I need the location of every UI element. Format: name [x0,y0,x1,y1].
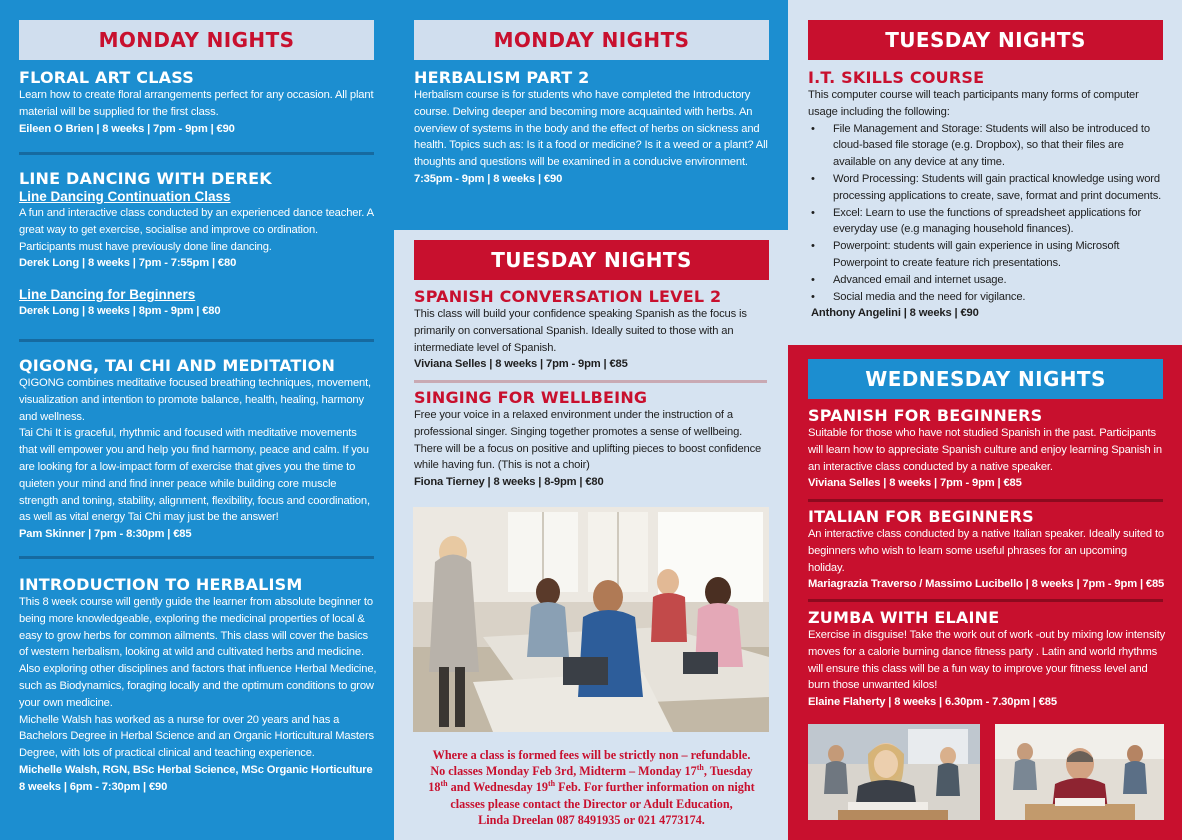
classroom-photo [413,507,769,732]
italian-title: ITALIAN FOR BEGINNERS [808,507,1034,526]
tuesday-banner: TUESDAY NIGHTS [414,240,769,280]
line-dancing-section [19,169,377,320]
spanish-beginners-section [808,406,1166,492]
wednesday-banner: WEDNESDAY NIGHTS [808,359,1163,399]
notice-contact-line: classes please contact the Director or Adult Education, [450,796,733,811]
list-item: • Excel: Learn to use the functions of spreadsheet applications for everyday use (e.g managing household finances). [808,205,1166,239]
list-item: • Advanced email and internet usage. [808,272,1166,289]
zumba-title: ZUMBA WITH ELAINE [808,608,1000,627]
herbalism-tutor-bio: Michelle Walsh has worked as a nurse for over 20 years and has a Bachelors Degree in Herbal Science and an Organic Horticultural Masters Degree, with lots of practical clinical and teaching experience. [19,713,374,760]
list-item: • Word Processing: Students will gain practical knowledge using word processing applications to create, save, format and print documents. [808,171,1166,205]
singing-title: SINGING FOR WELLBEING [414,388,648,407]
line-dancing-title: LINE DANCING WITH DEREK [19,169,272,188]
divider [414,380,767,383]
it-skills-section [808,68,1166,322]
student-photo-right [995,724,1164,820]
line-dancing-continuation-details: Derek Long | 8 weeks | 7pm - 7:55pm | €80 [19,257,237,270]
student-photo-left [808,724,980,820]
floral-art-section [19,68,377,137]
floral-art-description: Learn how to create floral arrangements perfect for any occasion. All plant material will be supplied for the first class. [19,89,374,118]
divider [19,152,374,155]
spanish-beginners-title: SPANISH FOR BEGINNERS [808,406,1043,425]
divider [19,339,374,342]
spanish-conversation-description: This class will build your confidence speaking Spanish as the focus is primarily on conversational Spanish. Ideally suited to those with an intermediate level of Spanish. [414,308,747,354]
it-skills-title: I.T. SKILLS COURSE [808,68,985,87]
notice [414,747,769,828]
zumba-description: Exercise in disguise! Take the work out of work -out by mixing low intensity moves for a calorie burning dance fitness party . Latin and world rhythms will ensure this class will be a fun way to improve your fitness level and burn those unwanted kilos! [808,629,1166,692]
italian-section [808,507,1166,593]
zumba-details: Elaine Flaherty | 8 weeks | 6.30pm - 7.30pm | €85 [808,696,1057,709]
herbalism-tutor-credentials: Michelle Walsh, RGN, BSc Herbal Science, MSc Organic Horticulture [19,763,373,776]
line-dancing-beginners-title: Line Dancing for Beginners [19,287,196,303]
herbalism-intro-title: INTRODUCTION TO HERBALISM [19,575,303,594]
it-skills-intro: This computer course will teach participants many forms of computer usage including the following: [808,89,1139,118]
notice-contact-numbers: Linda Dreelan 087 8491935 or 021 4773174. [478,812,705,827]
herbalism-intro-details: 8 weeks | 6pm - 7:30pm | €90 [19,780,168,793]
it-skills-topics-list [808,121,1166,306]
spanish-beginners-details: Viviana Selles | 8 weeks | 7pm - 9pm | €85 [808,477,1022,490]
qigong-title: QIGONG, TAI CHI AND MEDITATION [19,356,336,375]
herbalism-part2-description: Herbalism course is for students who have completed the Introductory course. Delving deeper and becoming more acquainted with herbs. An overview of systems in the body and the effect of herbs on sickness and health. Topics such as: Is it a food or medicine? Is it a weed or a plant? All thoughts and questions will be examined in a conducive environment. [414,89,768,169]
notice-dates-line: No classes Monday Feb 3rd, Midterm – Monday 17th, Tuesday [430,763,753,779]
monday-banner: MONDAY NIGHTS [414,20,769,60]
divider [808,499,1163,502]
column-monday-continued [394,0,788,230]
herbalism-part2-title: HERBALISM PART 2 [414,68,590,87]
divider [808,599,1163,602]
list-item: • Powerpoint: students will gain experience in using Microsoft Powerpoint to create feature rich presentations. [808,238,1166,272]
column-monday [0,0,394,840]
list-item: • Social media and the need for vigilance. [808,289,1166,306]
list-item: • File Management and Storage: Students will also be introduced to cloud-based file storage (e.g. Dropbox), so that their files are available on any device at any time. [808,121,1166,171]
herbalism-part2-section [414,68,772,188]
line-dancing-continuation-description: A fun and interactive class conducted by an experienced dance teacher. A great way to get exercise, socialise and improve co ordination. Participants must have previously done line dancing. [19,207,374,253]
notice-dates-line: 18th and Wednesday 19th Feb. For further information on night [428,779,755,795]
spanish-conversation-details: Viviana Selles | 8 weeks | 7pm - 9pm | €85 [414,358,628,371]
divider [19,556,374,559]
spanish-conversation-title: SPANISH CONVERSATION LEVEL 2 [414,287,722,306]
qigong-description: QIGONG combines meditative focused breathing techniques, movement, visualization and intention to promote balance, health, healing, harmony and wellness. [19,377,372,423]
italian-description: An interactive class conducted by a native Italian speaker. Ideally suited to beginners who wish to learn some useful phrases for an upcoming holiday. [808,528,1164,574]
it-skills-details: Anthony Angelini | 8 weeks | €90 [811,307,979,320]
tai-chi-description: Tai Chi It is graceful, rhythmic and focused with meditative movements that will empower you and help you find harmony, peace and calm. If you are looking for a low-impact form of exercise that gives you the time to quieten your mind and find inner peace while building core muscle strength and toning, stability, alignment, flexibility, focus and coordination, as well as vital energy Tai Chi may just be the answer! [19,427,370,524]
spanish-conversation-section [414,287,772,373]
herbalism-intro-section [19,575,377,796]
notice-refund-policy: Where a class is formed fees will be strictly non – refundable. [432,748,751,762]
italian-details: Mariagrazia Traverso / Massimo Lucibello | 8 weeks | 7pm - 9pm | €85 [808,578,1165,591]
column-tuesday-continued [788,0,1182,345]
line-dancing-continuation-title: Line Dancing Continuation Class [19,189,231,204]
monday-banner: MONDAY NIGHTS [19,20,374,60]
line-dancing-beginners-details: Derek Long | 8 weeks | 8pm - 9pm | €80 [19,305,221,318]
singing-description: Free your voice in a relaxed environment under the instruction of a professional singer. Singing together promotes a sense of wellbeing. There will be a focus on positive and uplifting pieces to boost confidence while having fun. (This is not a choir) [414,409,762,472]
singing-section [414,388,772,491]
tuesday-banner: TUESDAY NIGHTS [808,20,1163,60]
herbalism-part2-details: 7:35pm - 9pm | 8 weeks | €90 [414,172,563,185]
spanish-beginners-description: Suitable for those who have not studied Spanish in the past. Participants will learn how to appreciate Spanish culture and enjoy learning Spanish in an interactive class conducted by a native speaker. [808,427,1162,473]
singing-details: Fiona Tierney | 8 weeks | 8-9pm | €80 [414,476,604,489]
zumba-section [808,608,1166,711]
qigong-details: Pam Skinner | 7pm - 8:30pm | €85 [19,528,192,541]
herbalism-intro-description: This 8 week course will gently guide the learner from absolute beginner to being more knowledgeable, exploring the medicinal properties of local & easy to grow herbs for common ailments. This class will cover the basics of western herbalism, looking at wild and cultivated herbs and medicine. Also exploring other disciplines and factors that influence Herbal Medicine, such as Biodynamics, foraging locally and the optimum conditions to grow your own medicine. [19,596,377,709]
qigong-section [19,356,377,543]
floral-art-title: FLORAL ART CLASS [19,68,194,87]
floral-art-details: Eileen O Brien | 8 weeks | 7pm - 9pm | €90 [19,122,235,135]
